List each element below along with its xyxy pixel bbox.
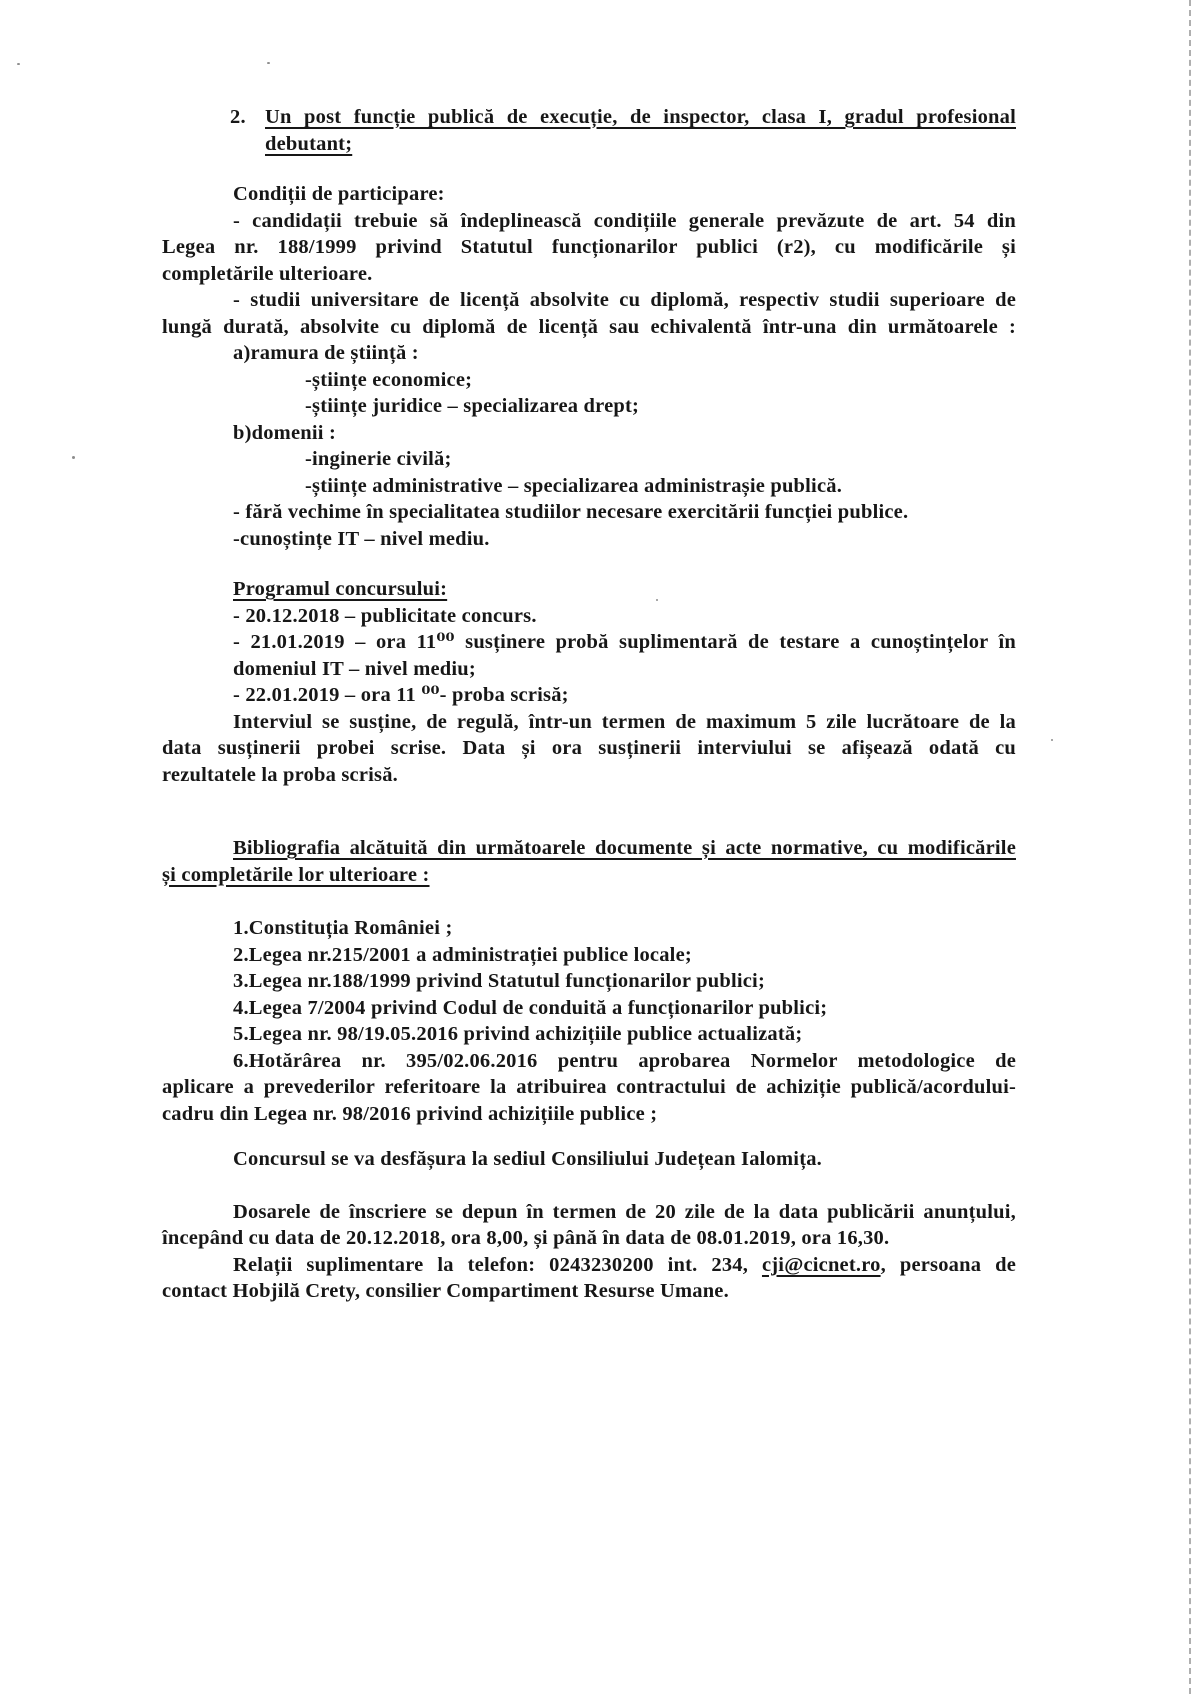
program-section [162, 576, 1016, 788]
text-line: - 21.01.2019 – ora 11⁰⁰ susținere probă suplimentară de testare a cunoștințelor în [233, 631, 1016, 653]
bibliography-item: cadru din Legea nr. 98/2016 privind achizițiile publice ; [162, 1102, 658, 1125]
scan-edge-artifact [1189, 0, 1191, 1694]
scan-speck [72, 456, 75, 459]
position-title-line1: Un post funcție publică de execuție, de inspector, clasa I, gradul profesional [265, 106, 1016, 128]
scanned-document-page [162, 0, 1016, 1305]
bibliography-item: 3.Legea nr.188/1999 privind Statutul funcționarilor publici; [233, 970, 765, 992]
participation-heading: Condiții de participare: [233, 183, 445, 205]
position-title-line2: debutant; [265, 132, 353, 155]
position-heading [162, 104, 1016, 157]
bibliography-heading-line1: Bibliografia alcătuită din următoarele documente și acte normative, cu modificările [233, 837, 1016, 859]
text-line: rezultatele la proba scrisă. [162, 763, 398, 786]
text-line: - 22.01.2019 – ora 11 ⁰⁰- proba scrisă; [233, 684, 569, 706]
contact-text-post: , persoana de [880, 1253, 1016, 1276]
text-line: data susținerii probei scrise. Data și ora susținerii interviului se afișează odată cu [162, 737, 1016, 759]
bibliography-item: 6.Hotărârea nr. 395/02.06.2016 pentru aprobarea Normelor metodologice de [233, 1049, 1016, 1072]
bibliography-list [162, 915, 1016, 1127]
contact-email: cji@cicnet.ro [761, 1253, 881, 1276]
text-line: - 20.12.2018 – publicitate concurs. [233, 604, 537, 627]
text-line: - studii universitare de licență absolvite cu diplomă, respectiv studii superioare de [233, 289, 1016, 311]
text-line: -cunoștințe IT – nivel mediu. [233, 527, 490, 550]
location-text: Concursul se va desfășura la sediul Consiliului Județean Ialomița. [233, 1148, 822, 1170]
scan-speck [656, 599, 658, 601]
bibliography-item: 1.Constituția României ; [233, 917, 453, 939]
scan-speck [17, 63, 20, 65]
contact-line [162, 1252, 1016, 1279]
scan-speck [1051, 739, 1053, 741]
bibliography-item: 5.Legea nr. 98/19.05.2016 privind achizițiile publice actualizată; [233, 1023, 803, 1045]
text-line: -științe administrative – specializarea administrașie publică. [305, 474, 843, 497]
text-line: a)ramura de știință : [233, 342, 419, 364]
text-line: -științe juridice – specializarea drept; [305, 395, 640, 417]
bibliography-item: aplicare a prevederilor referitoare la atribuirea contractului de achiziție publică/acordului- [162, 1076, 1016, 1098]
text-line: Legea nr. 188/1999 privind Statutul funcționarilor publici (r2), cu modificările și [162, 236, 1016, 258]
text-line: completările ulterioare. [162, 262, 373, 285]
text-line: b)domenii : [233, 421, 336, 444]
text-line: - fără vechime în specialitatea studiilor necesare exercitării funcției publice. [233, 501, 909, 523]
participation-section [162, 181, 1016, 552]
text-line: începând cu data de 20.12.2018, ora 8,00, și până în data de 08.01.2019, ora 16,30. [162, 1227, 890, 1249]
text-line: lungă durată, absolvite cu diplomă de licență sau echivalentă într-una din următoarele : [162, 315, 1016, 338]
bibliography-heading [162, 835, 1016, 888]
text-line: domeniul IT – nivel mediu; [233, 657, 476, 680]
bibliography-item: 4.Legea 7/2004 privind Codul de conduită a funcționarilor publici; [233, 996, 828, 1019]
text-line: Dosarele de înscriere se depun în termen de 20 zile de la data publicării anunțului, [233, 1200, 1016, 1223]
bibliography-item: 2.Legea nr.215/2001 a administrației publice locale; [233, 943, 692, 966]
bibliography-heading-line2: și completările lor ulterioare : [162, 863, 430, 886]
text-line: Interviul se susține, de regulă, într-un termen de maximum 5 zile lucrătoare de la [233, 710, 1016, 733]
scan-speck [267, 62, 270, 64]
location-section [162, 1146, 1016, 1173]
text-line: - candidații trebuie să îndeplinească condițiile generale prevăzute de art. 54 din [233, 209, 1016, 232]
registration-section [162, 1199, 1016, 1305]
contact-text-pre: Relații suplimentare la telefon: 0243230200 int. 234, [233, 1253, 762, 1276]
text-line: -științe economice; [305, 368, 473, 391]
text-line: -inginerie civilă; [305, 448, 452, 470]
program-heading: Programul concursului: [233, 578, 448, 600]
item-number: 2. [230, 106, 246, 128]
contact-line: contact Hobjilă Crety, consilier Compartiment Resurse Umane. [162, 1280, 729, 1302]
